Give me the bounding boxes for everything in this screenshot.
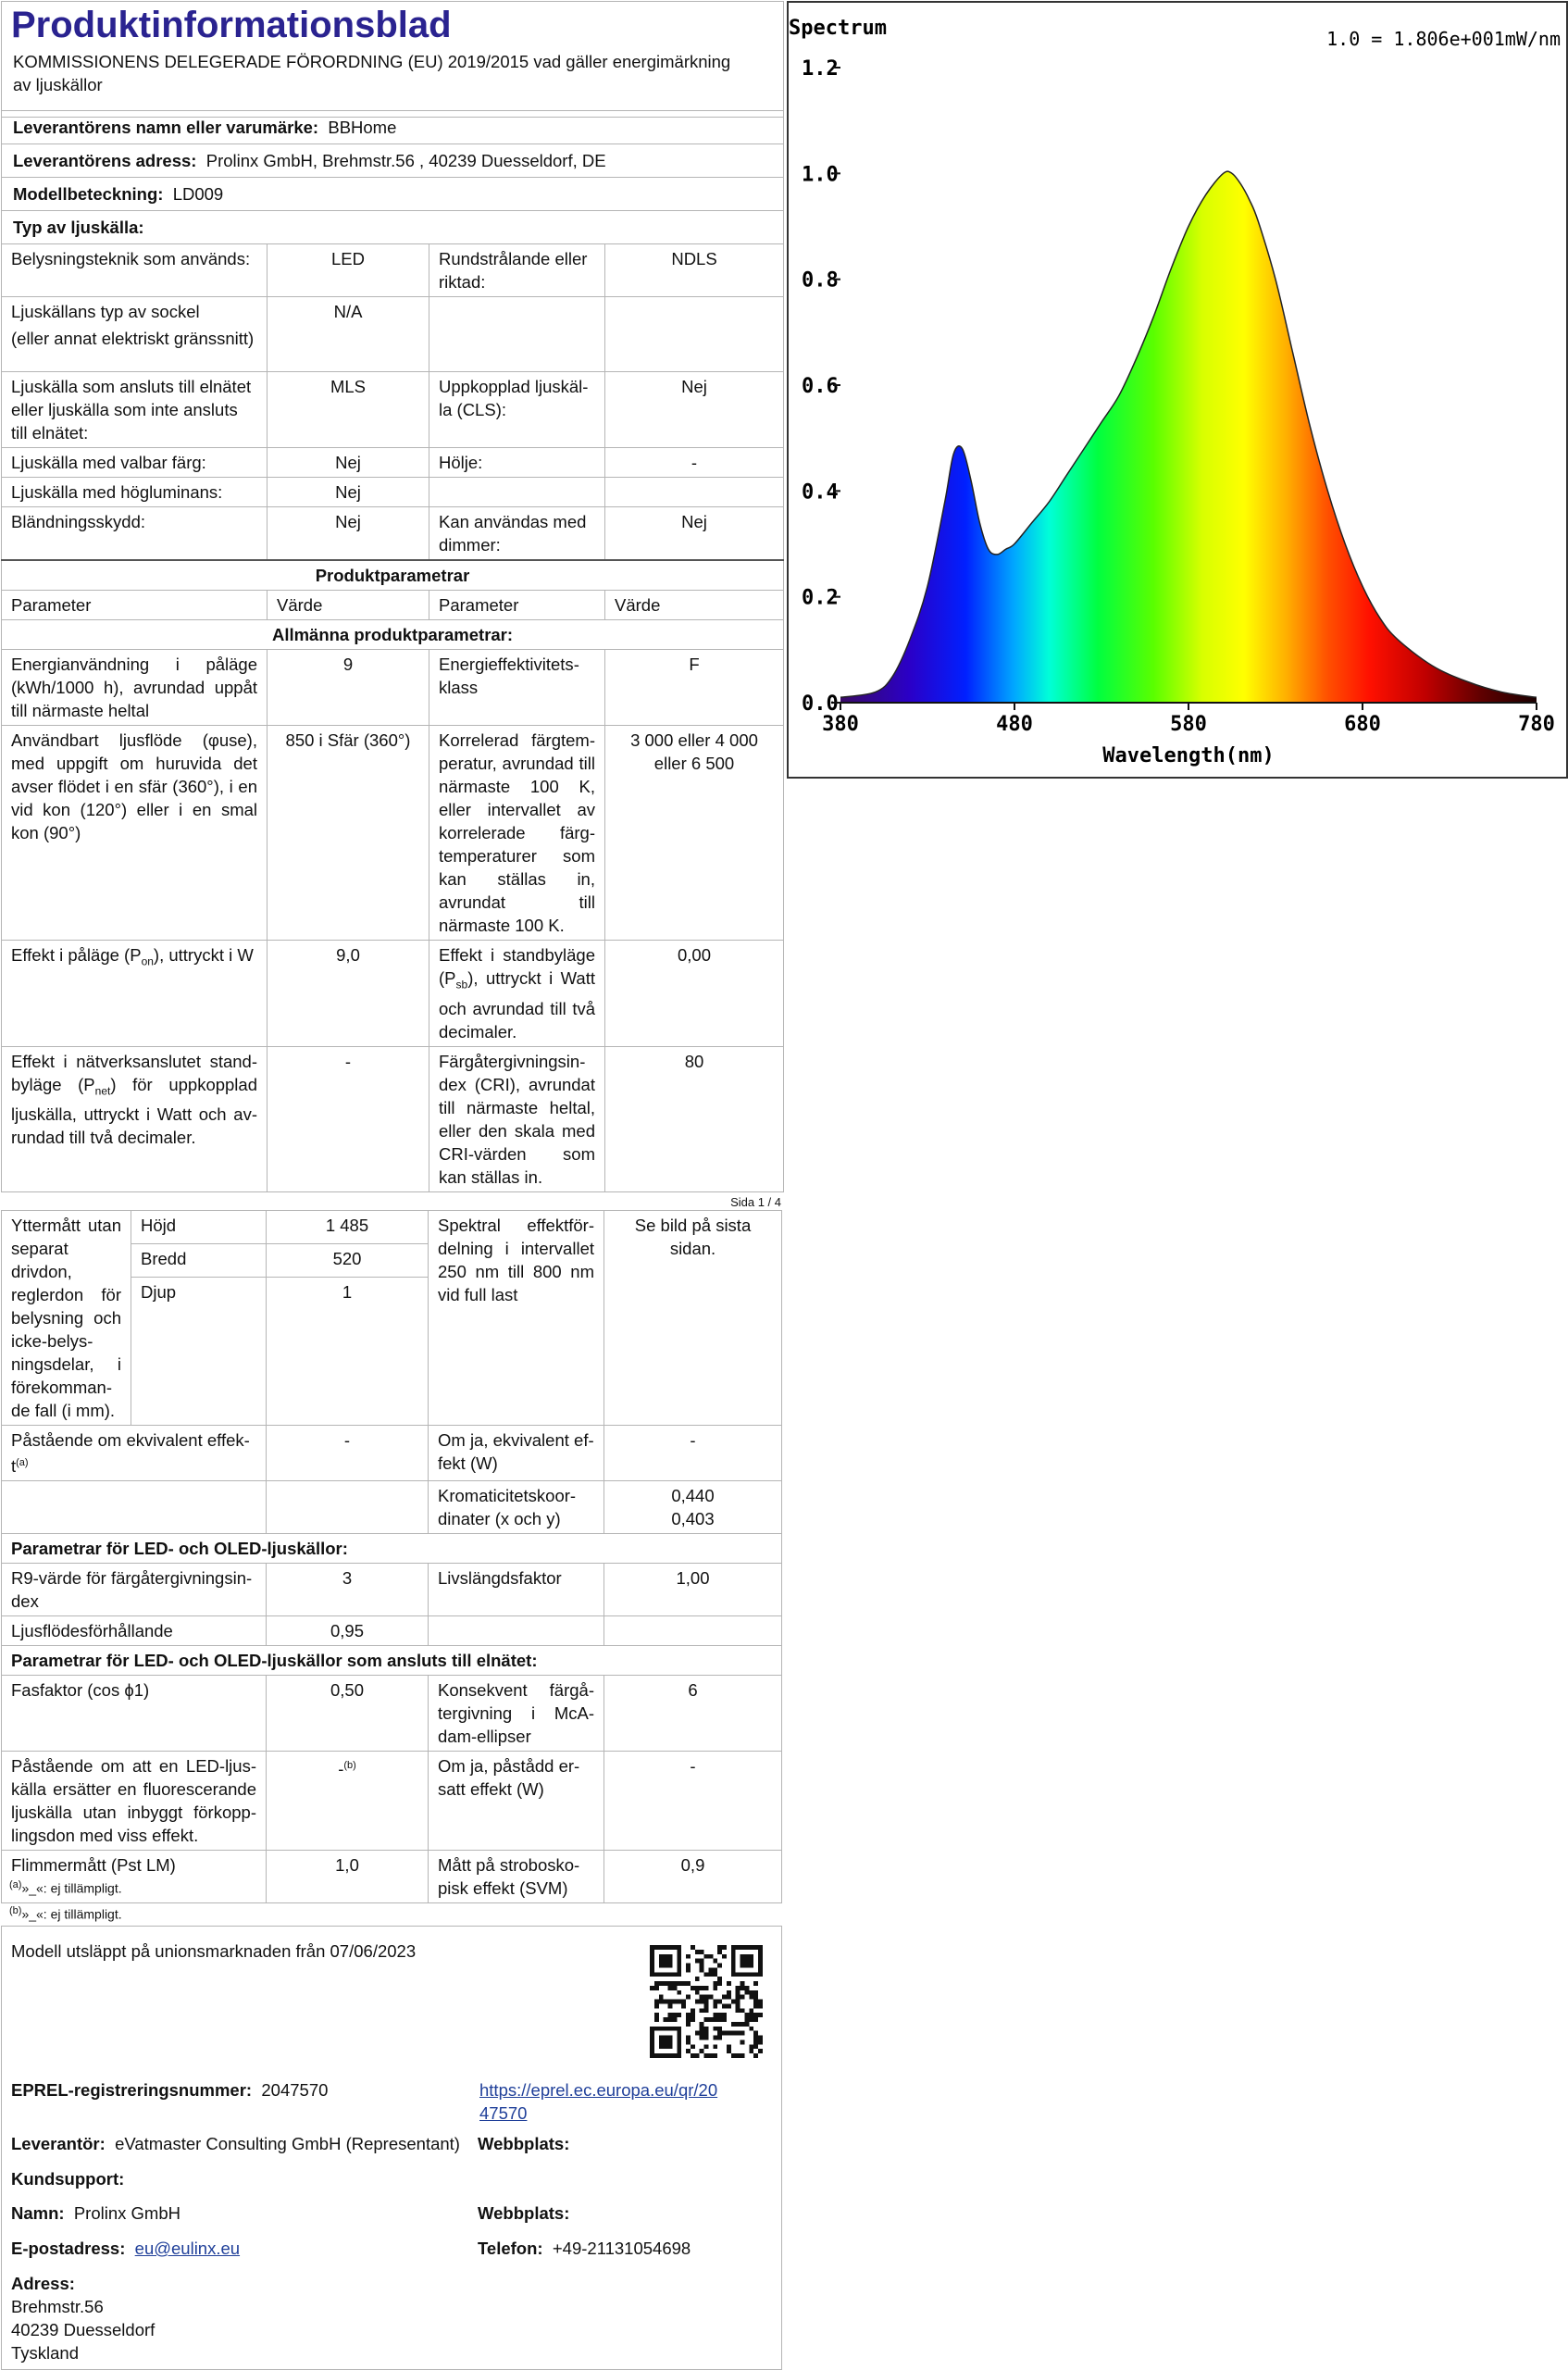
supplier-row (11, 2132, 460, 2155)
replace-value: -$^{(b)}$ (267, 1752, 429, 1851)
flux-ratio-value: 0,95 (267, 1616, 429, 1646)
supplier-address-label: Leverantörens adress: (13, 151, 197, 170)
highlum-value: Nej (268, 478, 429, 507)
cct-label: Korrelerad färgtemperatur, avrundad till närmaste 100 K, eller intervallet av korrelerade färgtemperaturer som kan ställas in, avrundat till närmaste 100 K. (429, 726, 605, 941)
chroma-x: 0,440 (671, 1486, 715, 1506)
y-tick-label-4: 0.8 (802, 268, 839, 293)
dimmer-label: Kan användas med dimmer: (429, 507, 605, 561)
page-number: Sida 1 / 4 (730, 1195, 781, 1209)
pon-value: 9,0 (268, 941, 429, 1047)
pnet-label: Effekt i nätverksanslutet standbyläge $(P_{net})$ för uppkopplad ljuskälla, uttryckt i Watt och avrundad till två decimaler. (2, 1046, 268, 1191)
socket-label-b: (eller annat elektriskt gränssnitt) (11, 329, 255, 348)
svm-label: Mått på stroboskopisk effekt (SVM) (429, 1851, 604, 1903)
equivalent-claim-label: Påstående om ekvivalent effekt$^{(a)}$ (2, 1426, 267, 1481)
height-label: Höjd (131, 1211, 267, 1244)
contact-name-label: Namn: (11, 2203, 65, 2223)
macadam-label: Konsekvent färgåtergivning i McAdam-ellipser (429, 1676, 604, 1752)
col-value2: Värde (605, 591, 784, 620)
parameters-table (1, 1210, 782, 1903)
email-row (11, 2237, 240, 2260)
spectrum-chart-frame (787, 1, 1568, 779)
x-tick-label-2: 580 (1170, 713, 1207, 736)
x-tick-label-1: 480 (996, 713, 1033, 736)
email-link[interactable]: eu@eulinx.eu (134, 2239, 241, 2258)
tech-value: LED (268, 244, 429, 297)
email-label: E-postadress: (11, 2239, 126, 2258)
flicker-value: 1,0 (267, 1851, 429, 1903)
height-value: 1 485 (267, 1211, 429, 1244)
chart-title: Spectrum (789, 17, 887, 40)
dimensions-label: Yttermått utan separat drivdon, reglerdon för belysning och icke-belysningsdelar, i förekommande fall (i mm). (2, 1211, 131, 1426)
phone-value: +49-21131054698 (552, 2239, 691, 2258)
supplier-value: eVatmaster Consulting GmbH (Representant) (115, 2134, 460, 2153)
col-param2: Parameter (429, 591, 605, 620)
col-value: Värde (268, 591, 429, 620)
page-title: Produktinformationsblad (11, 5, 452, 45)
pf-label: Fasfaktor (cos ϕ1) (2, 1676, 267, 1752)
pon-label: Effekt i påläge $(P_{on})$, uttryckt i W (2, 941, 268, 1047)
depth-label: Djup (131, 1278, 267, 1426)
model-row (2, 178, 784, 211)
flux-value: 850 i Sfär (360°) (268, 726, 429, 941)
x-axis-label: Wavelength(nm) (1102, 744, 1275, 767)
x-tick-label-0: 380 (822, 713, 859, 736)
socket-label (2, 297, 268, 372)
pf-value: 0,50 (267, 1676, 429, 1752)
equivalent-if-label: Om ja, ekvivalent effekt (W) (429, 1426, 604, 1481)
supplier-address-value: Prolinx GmbH, Brehmstr.56 , 40239 Duesseldorf, DE (205, 151, 606, 170)
y-tick-label-2: 0.4 (802, 480, 839, 505)
website-label: Webbplats: (478, 2134, 570, 2153)
spectral-value: Se bild på sista sidan. (604, 1211, 782, 1426)
energy-value: 9 (268, 650, 429, 726)
eprel-label: EPREL-registreringsnummer: (11, 2080, 253, 2100)
flux-label: Användbart ljusflöde (φuse), med uppgift om huruvida det avser flödet i en sfär (360°), i en vid kon (120°) eller i en smal kon (90°) (2, 726, 268, 941)
supplier-name-label: Leverantörens namn eller varumärke: (13, 118, 319, 137)
psb-value: 0,00 (605, 941, 784, 1047)
phone-row (478, 2237, 691, 2260)
width-value: 520 (267, 1244, 429, 1278)
supplier-label: Leverantör: (11, 2134, 106, 2153)
depth-value: 1 (267, 1278, 429, 1426)
pnet-value: - (268, 1046, 429, 1191)
contact-name-row (11, 2202, 180, 2225)
params-title: Produktparametrar (2, 560, 784, 591)
width-label: Bredd (131, 1244, 267, 1278)
colour-label: Ljuskälla med valbar färg: (2, 448, 268, 478)
spectrum-chart (789, 3, 1566, 777)
psb-label: Effekt i standbyläge $(P_{sb})$, uttryckt i Watt och avrundad till två decimaler. (429, 941, 605, 1047)
chart-annotation: 1.0 = 1.806e+001mW/nm (1326, 28, 1561, 50)
lifetime-value: 1,00 (604, 1564, 782, 1616)
class-label: Energieffektivitetsklass (429, 650, 605, 726)
colour-value: Nej (268, 448, 429, 478)
lifetime-label: Livslängdsfaktor (429, 1564, 604, 1616)
cct-value: 3 000 eller 4 000 eller 6 500 (605, 726, 784, 941)
eprel-link[interactable]: https://eprel.ec.europa.eu/qr/20 47570 (479, 2080, 718, 2123)
socket-label-a: Ljuskällans typ av sockel (11, 302, 200, 321)
cls-value: Nej (605, 372, 784, 448)
cls-label: Uppkopplad ljuskälla (CLS): (429, 372, 605, 448)
dimmer-value: Nej (605, 507, 784, 561)
led-mains-title: Parametrar för LED- och OLED-ljuskällor som ansluts till elnätet: (2, 1646, 782, 1676)
envelope-value: - (605, 448, 784, 478)
macadam-value: 6 (604, 1676, 782, 1752)
chroma-value (604, 1481, 782, 1534)
flicker-label: Flimmermått (Pst LM) (2, 1851, 267, 1903)
r9-label: R9-värde för färgåtergivningsindex (2, 1564, 267, 1616)
x-axis (822, 703, 1555, 736)
eprel-value: 2047570 (261, 2080, 329, 2100)
address-label: Adress: (11, 2274, 75, 2293)
light-type-table (1, 110, 784, 1192)
website2-label: Webbplats: (478, 2203, 570, 2223)
eprel-row (11, 2078, 328, 2102)
qr-code[interactable] (650, 1945, 763, 2058)
contact-name-value: Prolinx GmbH (73, 2203, 180, 2223)
supplier-address-row (2, 144, 784, 178)
replace-label: Påstående om att en LED-ljuskälla ersätter en fluorescerande ljuskälla utan inbyggt förkopplingsdon med viss effekt. (2, 1752, 267, 1851)
mains-value: MLS (268, 372, 429, 448)
cri-value: 80 (605, 1046, 784, 1191)
address-line-2: 40239 Duesseldorf (11, 2320, 156, 2339)
supplier-name-row (2, 111, 784, 144)
y-tick-label-5: 1.0 (802, 163, 839, 187)
address-block (11, 2295, 155, 2364)
ndls-value: NDLS (605, 244, 784, 297)
supplier-name-value: BBHome (328, 118, 397, 137)
model-label: Modellbeteckning: (13, 184, 164, 204)
antiglare-label: Bländningsskydd: (2, 507, 268, 561)
release-text: Modell utsläppt på unionsmarknaden från 07/06/2023 (11, 1941, 417, 1961)
type-label: Typ av ljuskälla: (2, 211, 784, 244)
class-value: F (605, 650, 784, 726)
address-line-1: Brehmstr.56 (11, 2297, 104, 2316)
led-params-title: Parametrar för LED- och OLED-ljuskällor: (2, 1534, 782, 1564)
tech-label: Belysningsteknik som används: (2, 244, 268, 297)
chroma-label: Kromaticitetskoordinater (x och y) (429, 1481, 604, 1534)
model-value: LD009 (172, 184, 224, 204)
spectrum-area (840, 171, 1537, 703)
address-line-3: Tyskland (11, 2343, 80, 2363)
mains-label: Ljuskälla som ansluts till elnätet eller ljuskälla som inte ansluts till elnätet: (2, 372, 268, 448)
r9-value: 3 (267, 1564, 429, 1616)
general-title: Allmänna produktparametrar: (2, 620, 784, 650)
flux-ratio-label: Ljusflödesförhållande (2, 1616, 267, 1646)
socket-value: N/A (268, 297, 429, 372)
svm-value: 0,9 (604, 1851, 782, 1903)
contact-box (1, 1926, 782, 2370)
replace-if-label: Om ja, påstådd ersatt effekt (W) (429, 1752, 604, 1851)
x-tick-label-3: 680 (1344, 713, 1381, 736)
y-axis (802, 57, 840, 716)
antiglare-value: Nej (268, 507, 429, 561)
footnote-a: $^{(a)}$»_«: ej tillämpligt. (9, 1879, 122, 1896)
energy-label: Energianvändning i påläge (kWh/1000 h), avrundad uppåt till närmaste heltal (2, 650, 268, 726)
chroma-y: 0,403 (671, 1509, 715, 1529)
ndls-label: Rundstrålande eller riktad: (429, 244, 605, 297)
regulation-text: KOMMISSIONENS DELEGERADE FÖRORDNING (EU) 2019/2015 vad gäller energimärkning av ljuskällor (13, 52, 731, 94)
col-param: Parameter (2, 591, 268, 620)
support-label: Kundsupport: (11, 2169, 125, 2189)
y-tick-label-6: 1.2 (802, 57, 839, 81)
footnote-b: $^{(b)}$»_«: ej tillämpligt. (9, 1905, 122, 1922)
y-tick-label-3: 0.6 (802, 375, 839, 398)
y-tick-label-1: 0.2 (802, 586, 839, 610)
equivalent-if-value: - (604, 1426, 782, 1481)
highlum-label: Ljuskälla med högluminans: (2, 478, 268, 507)
phone-label: Telefon: (478, 2239, 543, 2258)
cri-label: Färgåtergivningsindex (CRI), avrundat till närmaste heltal, eller den skala med CRI-värden som kan ställas in. (429, 1046, 605, 1191)
document-header (1, 1, 784, 118)
x-tick-label-4: 780 (1518, 713, 1555, 736)
envelope-label: Hölje: (429, 448, 605, 478)
y-tick-label-0: 0.0 (802, 692, 839, 716)
spectral-label: Spektral effektfördelning i intervallet 250 nm till 800 nm vid full last (429, 1211, 604, 1426)
replace-if-value: - (604, 1752, 782, 1851)
equivalent-claim-value: - (267, 1426, 429, 1481)
